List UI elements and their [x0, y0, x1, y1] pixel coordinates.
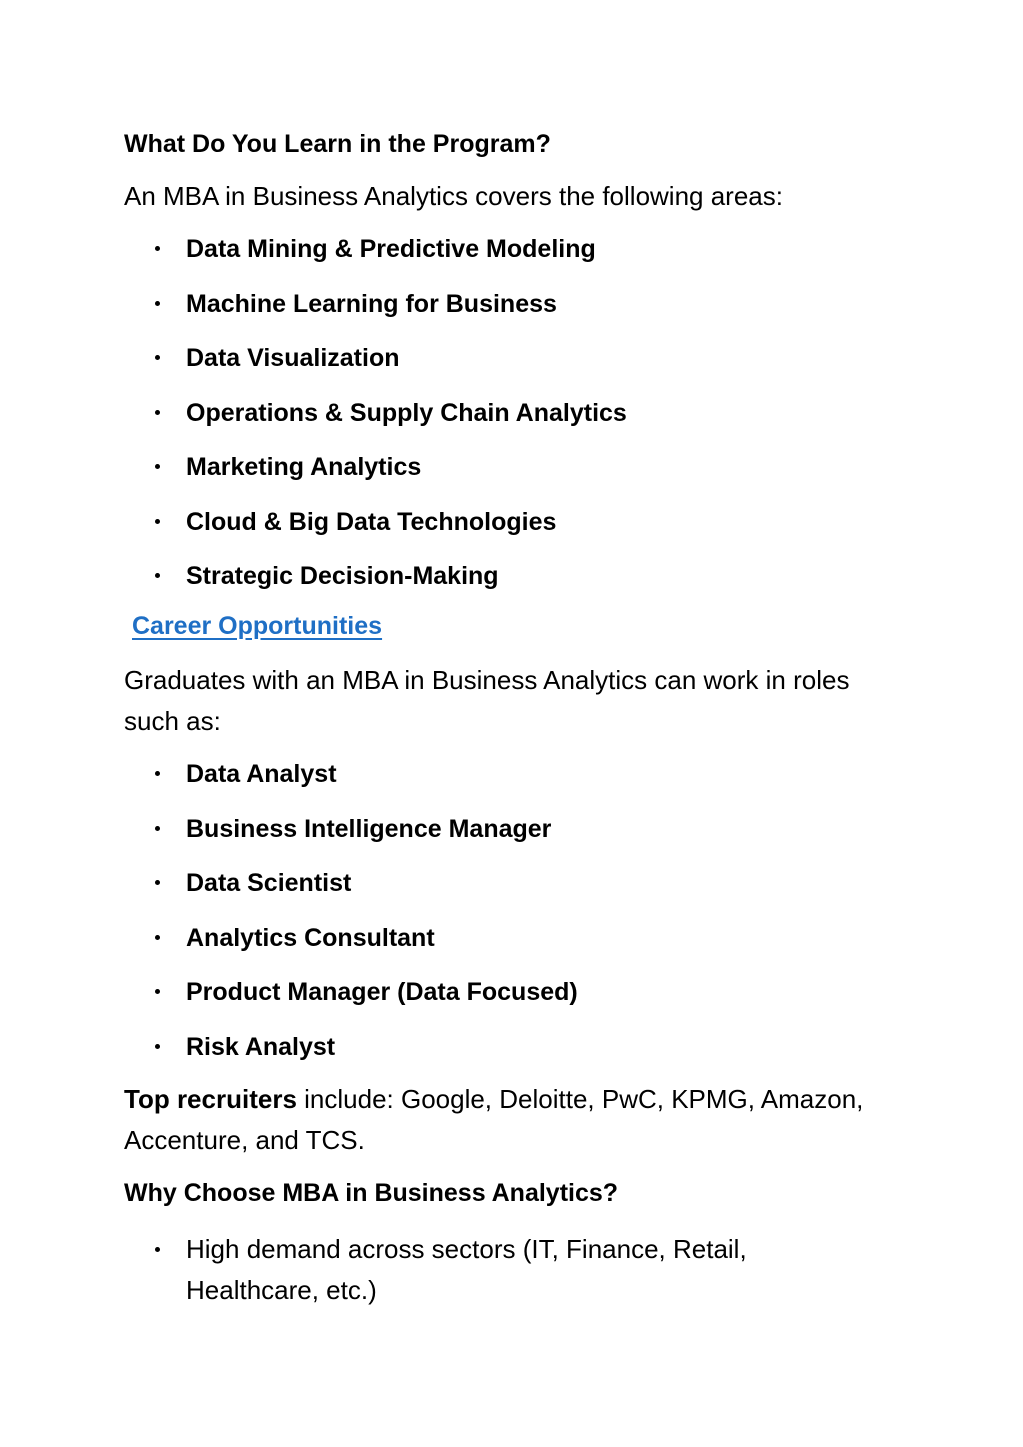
bullet-icon: [155, 246, 160, 251]
learn-intro: An MBA in Business Analytics covers the following areas:: [124, 181, 783, 211]
top-recruiters-paragraph: [124, 1079, 864, 1161]
list-item: [124, 1029, 864, 1065]
bullet-icon: [155, 935, 160, 940]
learn-topics-list: [124, 231, 864, 594]
list-item: [124, 231, 864, 267]
list-item-label: Machine Learning for Business: [186, 289, 557, 318]
list-item: [124, 756, 864, 792]
list-item-label: Risk Analyst: [186, 1032, 336, 1061]
list-item-label: Strategic Decision-Making: [186, 562, 499, 590]
list-item: [124, 974, 864, 1010]
list-item-label: Data Scientist: [186, 869, 352, 897]
list-item: [124, 340, 864, 376]
bullet-icon: [155, 464, 160, 469]
bullet-icon: [155, 1247, 160, 1252]
bullet-icon: [155, 1044, 160, 1049]
document-page: [124, 126, 864, 1329]
section-heading-why: Why Choose MBA in Business Analytics?: [124, 1178, 619, 1207]
bullet-icon: [155, 355, 160, 360]
list-item: [124, 1229, 864, 1311]
list-item: [124, 395, 864, 431]
list-item: [124, 504, 864, 540]
list-item-label: Analytics Consultant: [186, 923, 435, 952]
section-heading-learn: What Do You Learn in the Program?: [124, 130, 551, 158]
list-item-label: Marketing Analytics: [186, 453, 422, 481]
list-item: [124, 286, 864, 322]
bullet-icon: [155, 880, 160, 885]
bullet-icon: [155, 989, 160, 994]
list-item: [124, 920, 864, 956]
why-reasons-list: [124, 1229, 864, 1311]
list-item-label: Operations & Supply Chain Analytics: [186, 398, 627, 427]
list-item: [124, 865, 864, 901]
list-item: [124, 558, 864, 594]
list-item-label: High demand across sectors (IT, Finance, Retail, Healthcare, etc.): [186, 1233, 747, 1305]
list-item-label: Data Analyst: [186, 760, 337, 788]
list-item-label: Product Manager (Data Focused): [186, 978, 578, 1006]
top-recruiters-text: include: Google, Deloitte, PwC, KPMG, Amazon, Accenture, and TCS.: [124, 1083, 864, 1155]
bullet-icon: [155, 519, 160, 524]
list-item-label: Data Visualization: [186, 344, 400, 372]
bullet-icon: [155, 573, 160, 578]
list-item-label: Data Mining & Predictive Modeling: [186, 235, 596, 263]
list-item: [124, 449, 864, 485]
top-recruiters-label: Top recruiters: [124, 1083, 297, 1114]
list-item: [124, 811, 864, 847]
career-intro: Graduates with an MBA in Business Analytics can work in roles such as:: [124, 665, 850, 736]
list-item-label: Cloud & Big Data Technologies: [186, 507, 557, 536]
career-opportunities-link[interactable]: Career Opportunities: [132, 612, 383, 640]
list-item-label: Business Intelligence Manager: [186, 814, 552, 843]
bullet-icon: [155, 771, 160, 776]
career-roles-list: [124, 756, 864, 1065]
bullet-icon: [155, 826, 160, 831]
bullet-icon: [155, 410, 160, 415]
bullet-icon: [155, 301, 160, 306]
